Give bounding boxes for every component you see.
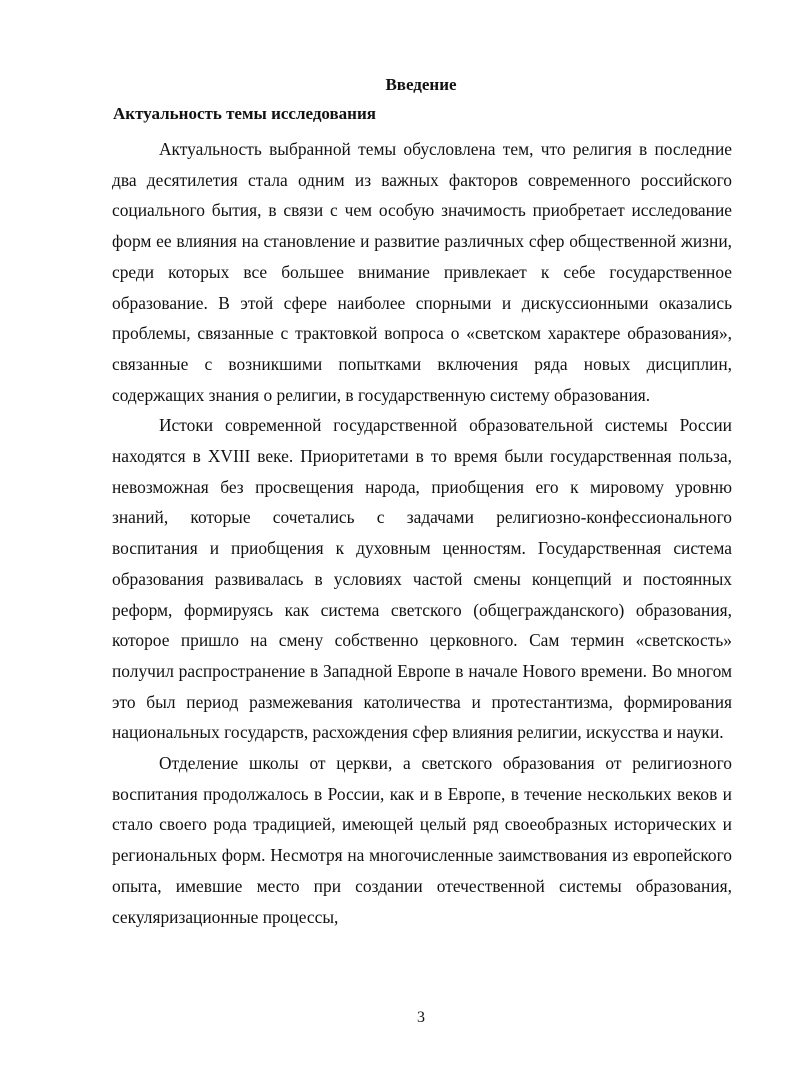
- paragraph-1: Актуальность выбранной темы обусловлена тем, что религия в последние два десятилетия стала одним из важных факторов современного российского социального бытия, в связи с чем особую значимость приобретает исследование форм ее влияния на становление и развитие различных сфер общественной жизни, среди которых все большее внимание привлекает к себе государственное образование. В этой сфере наиболее спорными и дискуссионными оказались проблемы, связанные с трактовкой вопроса о «светском характере образования», связанные с возникшими попытками включения ряда новых дисциплин, содержащих знания о религии, в государственную систему образования.: [112, 139, 732, 405]
- section-subtitle: Актуальность темы исследования: [113, 104, 376, 123]
- body-text: [112, 134, 732, 932]
- page-number: 3: [417, 1009, 425, 1026]
- page-title: Введение: [385, 75, 457, 94]
- paragraph-2: Истоки современной государственной образовательной системы России находятся в XVIII веке. Приоритетами в то время были государственная польза, невозможная без просвещения народа, приобщения его к мировому уровню знаний, которые сочетались с задачами религиозно-конфессионального воспитания и приобщения к духовным ценностям. Государственная система образования развивалась в условиях частой смены концепций и постоянных реформ, формируясь как система светского (общегражданского) образования, которое пришло на смену собственно церковного. Сам термин «светскость» получил распространение в Западной Европе в начале Нового времени. Во многом это был период размежевания католичества и протестантизма, формирования национальных государств, расхождения сфер влияния религии, искусства и науки.: [112, 415, 732, 743]
- paragraph-3: Отделение школы от церкви, а светского образования от религиозного воспитания продолжалось в России, как и в Европе, в течение нескольких веков и стало своего рода традицией, имеющей целый ряд своеобразных исторических и региональных форм. Несмотря на многочисленные заимствования из европейского опыта, имевшие место при создании отечественной системы образования, секуляризационные процессы,: [112, 753, 732, 927]
